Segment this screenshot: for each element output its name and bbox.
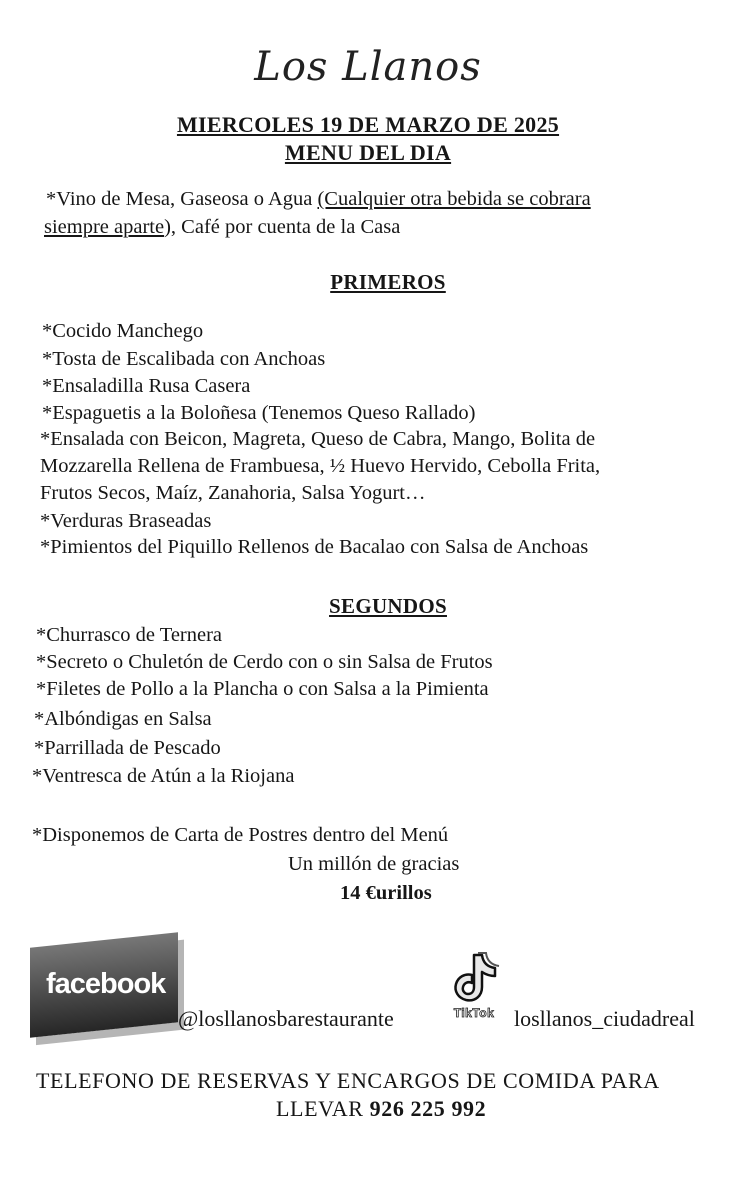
primeros-item: *Espaguetis a la Boloñesa (Tenemos Queso Rallado) — [42, 402, 476, 424]
primeros-heading: PRIMEROS — [330, 270, 446, 294]
restaurant-logo-text: Los Llanos — [254, 44, 482, 90]
thanks-text: Un millón de gracias — [288, 853, 460, 875]
drinks-text: *Vino de Mesa, Gaseosa o Agua — [46, 188, 318, 210]
reservations-line: TELEFONO DE RESERVAS Y ENCARGOS DE COMIDA PARA — [36, 1068, 660, 1093]
primeros-item: *Tosta de Escalibada con Anchoas — [42, 348, 326, 370]
primeros-item: *Ensalada con Beicon, Magreta, Queso de Cabra, Mango, Bolita de — [40, 428, 596, 450]
segundos-item: *Parrillada de Pescado — [34, 737, 221, 759]
tiktok-logo-icon — [444, 945, 506, 1007]
segundos-item: *Secreto o Chuletón de Cerdo con o sin Salsa de Frutos — [36, 651, 493, 673]
primeros-item-continued: Frutos Secos, Maíz, Zanahoria, Salsa Yogurt… — [40, 482, 426, 504]
tiktok-logo-text: TikTok — [453, 1006, 495, 1020]
drinks-coffee: ), Café por cuenta de la Casa — [164, 216, 401, 238]
postres-note: *Disponemos de Carta de Postres dentro del Menú — [32, 824, 449, 846]
reservations-phone-line — [276, 1096, 486, 1122]
tiktok-handle: losllanos_ciudadreal — [514, 1006, 695, 1031]
drinks-line-2 — [44, 216, 400, 239]
drinks-line-1 — [46, 188, 591, 211]
primeros-item: *Cocido Manchego — [42, 320, 204, 342]
primeros-item: *Ensaladilla Rusa Casera — [42, 375, 251, 397]
segundos-item: *Albóndigas en Salsa — [34, 708, 212, 730]
primeros-item-continued: Mozzarella Rellena de Frambuesa, ½ Huevo Hervido, Cebolla Frita, — [40, 455, 601, 477]
takeaway-label: LLEVAR — [276, 1096, 370, 1121]
segundos-item: *Churrasco de Ternera — [36, 624, 223, 646]
segundos-heading: SEGUNDOS — [329, 594, 447, 618]
facebook-handle: @losllanosbarestaurante — [178, 1006, 394, 1031]
primeros-item: *Verduras Braseadas — [40, 510, 212, 532]
segundos-item: *Filetes de Pollo a la Plancha o con Salsa a la Pimienta — [36, 678, 489, 700]
primeros-item: *Pimientos del Piquillo Rellenos de Bacalao con Salsa de Anchoas — [40, 536, 589, 558]
drinks-note: (Cualquier otra bebida se cobrara — [317, 188, 591, 210]
menu-heading: MENU DEL DIA — [284, 140, 452, 165]
price-text — [340, 882, 432, 905]
facebook-logo-text: facebook — [46, 968, 166, 1000]
date-heading: MIERCOLES 19 DE MARZO DE 2025 — [176, 112, 560, 137]
phone-number: 926 225 992 — [369, 1096, 487, 1121]
price-value: 14 €urillos — [340, 882, 432, 904]
segundos-item: *Ventresca de Atún a la Riojana — [32, 765, 295, 787]
drinks-note-end: siempre aparte — [44, 216, 165, 238]
